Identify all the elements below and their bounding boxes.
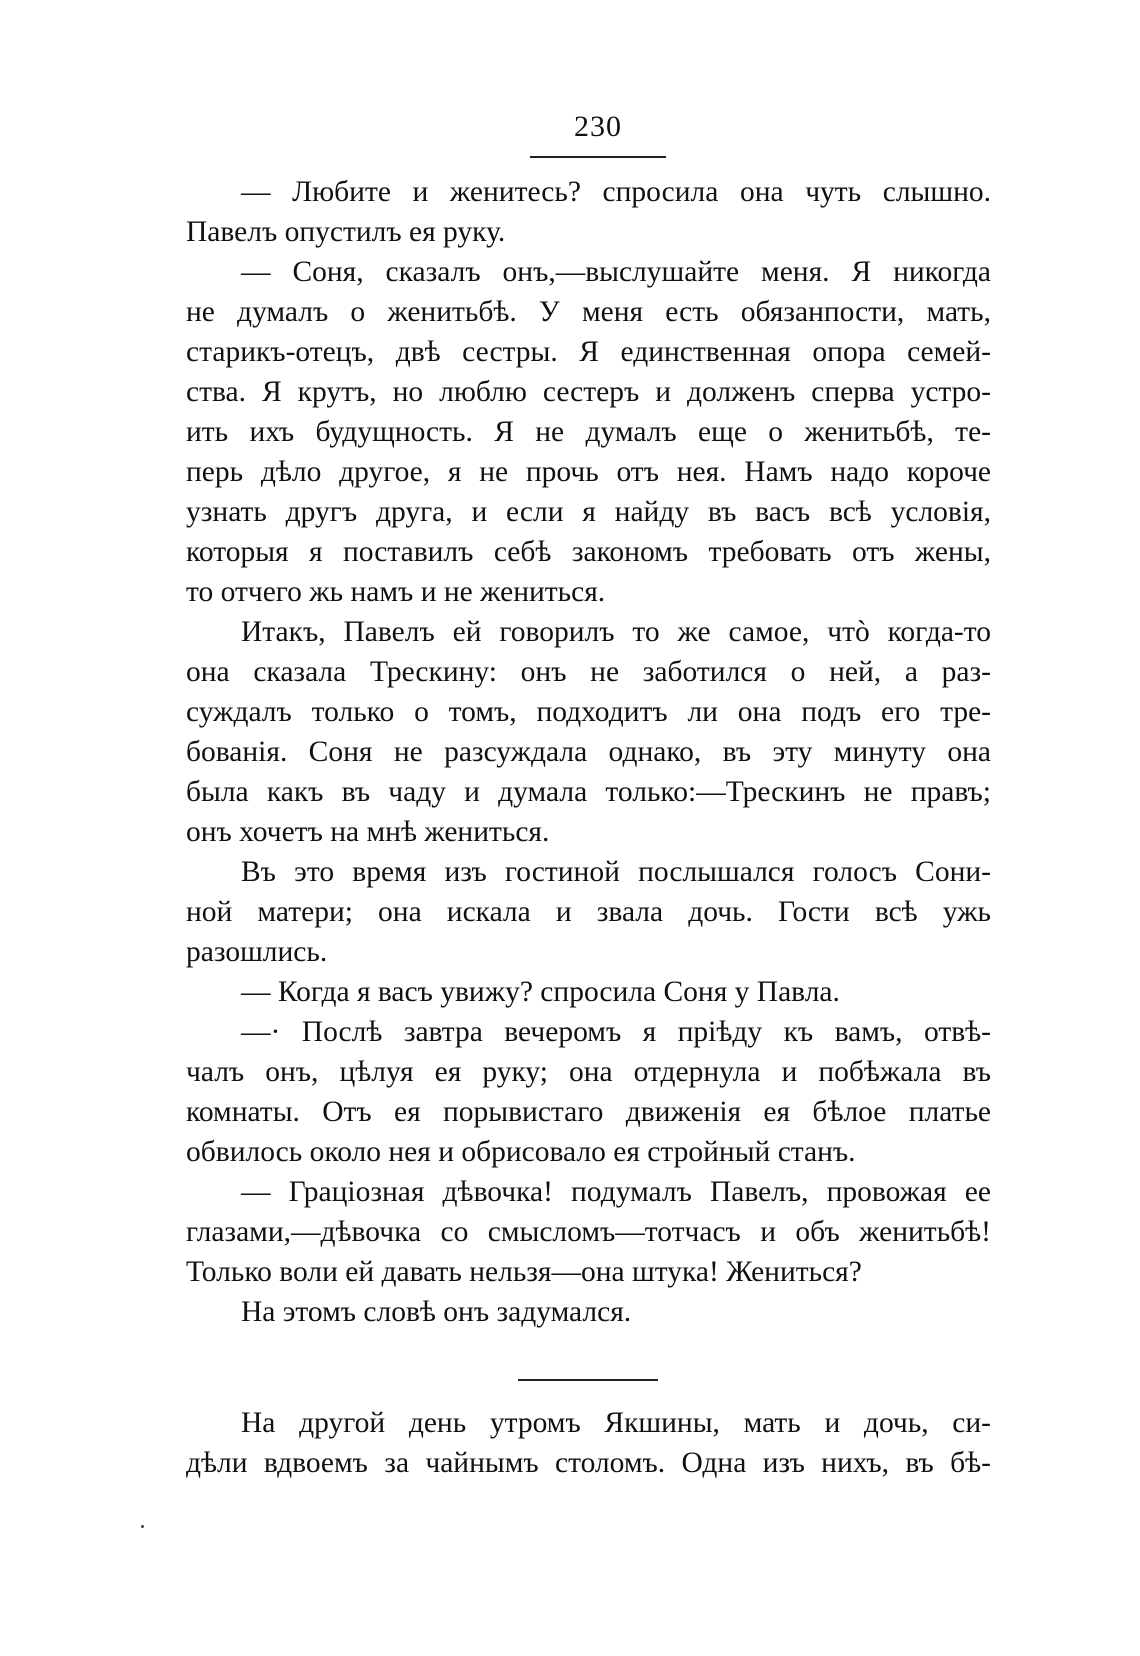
paragraph-line: — Любите и женитесь? спросила она чуть слышно.	[241, 176, 991, 208]
main-text-block	[186, 172, 991, 1332]
paragraph-line: ить ихъ будущность. Я не думалъ еще о женитьбѣ, те-	[186, 416, 991, 448]
page-number-rule	[530, 156, 666, 158]
paragraph-line: Въ это время изъ гостиной послышался голосъ Сони-	[241, 856, 991, 888]
paragraph-line: которыя я поставилъ себѣ закономъ требовать отъ жены,	[186, 536, 991, 568]
paragraph-line: — Соня, сказалъ онъ,—выслушайте меня. Я никогда	[241, 256, 991, 288]
paragraph-line: была какъ въ чаду и думала только:—Трескинъ не правъ;	[186, 776, 991, 808]
paragraph-line: На другой день утромъ Якшины, мать и дочь, си-	[241, 1407, 991, 1439]
paragraph-line: обвилось около нея и обрисовало ея стройный станъ.	[186, 1136, 856, 1168]
paragraph-line: ной матери; она искала и звала дочь. Гости всѣ ужь	[186, 896, 991, 928]
paragraph-line: старикъ-отецъ, двѣ сестры. Я единственная опора семей-	[186, 336, 991, 368]
paragraph-line: ства. Я крутъ, но люблю сестеръ и долженъ сперва устро-	[186, 376, 991, 408]
paragraph-line: не думалъ о женитьбѣ. У меня есть обязанпости, мать,	[186, 296, 991, 328]
paragraph-line: глазами,—дѣвочка со смысломъ—тотчасъ и объ женитьбѣ!	[186, 1216, 991, 1248]
paragraph-line: — Граціозная дѣвочка! подумалъ Павелъ, провожая ее	[241, 1176, 991, 1208]
paragraph-line: комнаты. Отъ ея порывистаго движенія ея бѣлое платье	[186, 1096, 991, 1128]
paragraph-line: — Когда я васъ увижу? спросила Соня у Павла.	[241, 976, 840, 1008]
paragraph-line: суждалъ только о томъ, подходитъ ли она подъ его тре-	[186, 696, 991, 728]
paragraph-line: Павелъ опустилъ ея руку.	[186, 216, 506, 248]
paragraph-line: Итакъ, Павелъ ей говорилъ то же самое, чтò когда-то	[241, 616, 991, 648]
paragraph-line: Только воли ей давать нельзя—она штука! Жениться?	[186, 1256, 862, 1288]
next-section-text-block	[186, 1403, 991, 1483]
paragraph-line: На этомъ словѣ онъ задумался.	[241, 1296, 632, 1328]
page-number: 230	[574, 110, 622, 143]
paragraph-line: то отчего жь намъ и не жениться.	[186, 576, 606, 608]
paragraph-line: бованія. Соня не разсуждала однако, въ эту минуту она	[186, 736, 991, 768]
paragraph-line: чалъ онъ, цѣлуя ея руку; она отдернула и побѣжала въ	[186, 1056, 991, 1088]
section-separator	[518, 1379, 658, 1381]
paragraph-line: разошлись.	[186, 936, 328, 968]
print-speck	[141, 1525, 144, 1528]
paragraph-line: перь дѣло другое, я не прочь отъ нея. Намъ надо короче	[186, 456, 991, 488]
paragraph-line: она сказала Трескину: онъ не заботился о ней, а раз-	[186, 656, 991, 688]
paragraph-line: —· Послѣ завтра вечеромъ я пріѣду къ вамъ, отвѣ-	[241, 1016, 991, 1048]
paragraph-line: дѣли вдвоемъ за чайнымъ столомъ. Одна изъ нихъ, въ бѣ-	[186, 1447, 991, 1479]
paragraph-line: онъ хочетъ на мнѣ жениться.	[186, 816, 550, 848]
paragraph-line: узнать другъ друга, и если я найду въ васъ всѣ условія,	[186, 496, 991, 528]
